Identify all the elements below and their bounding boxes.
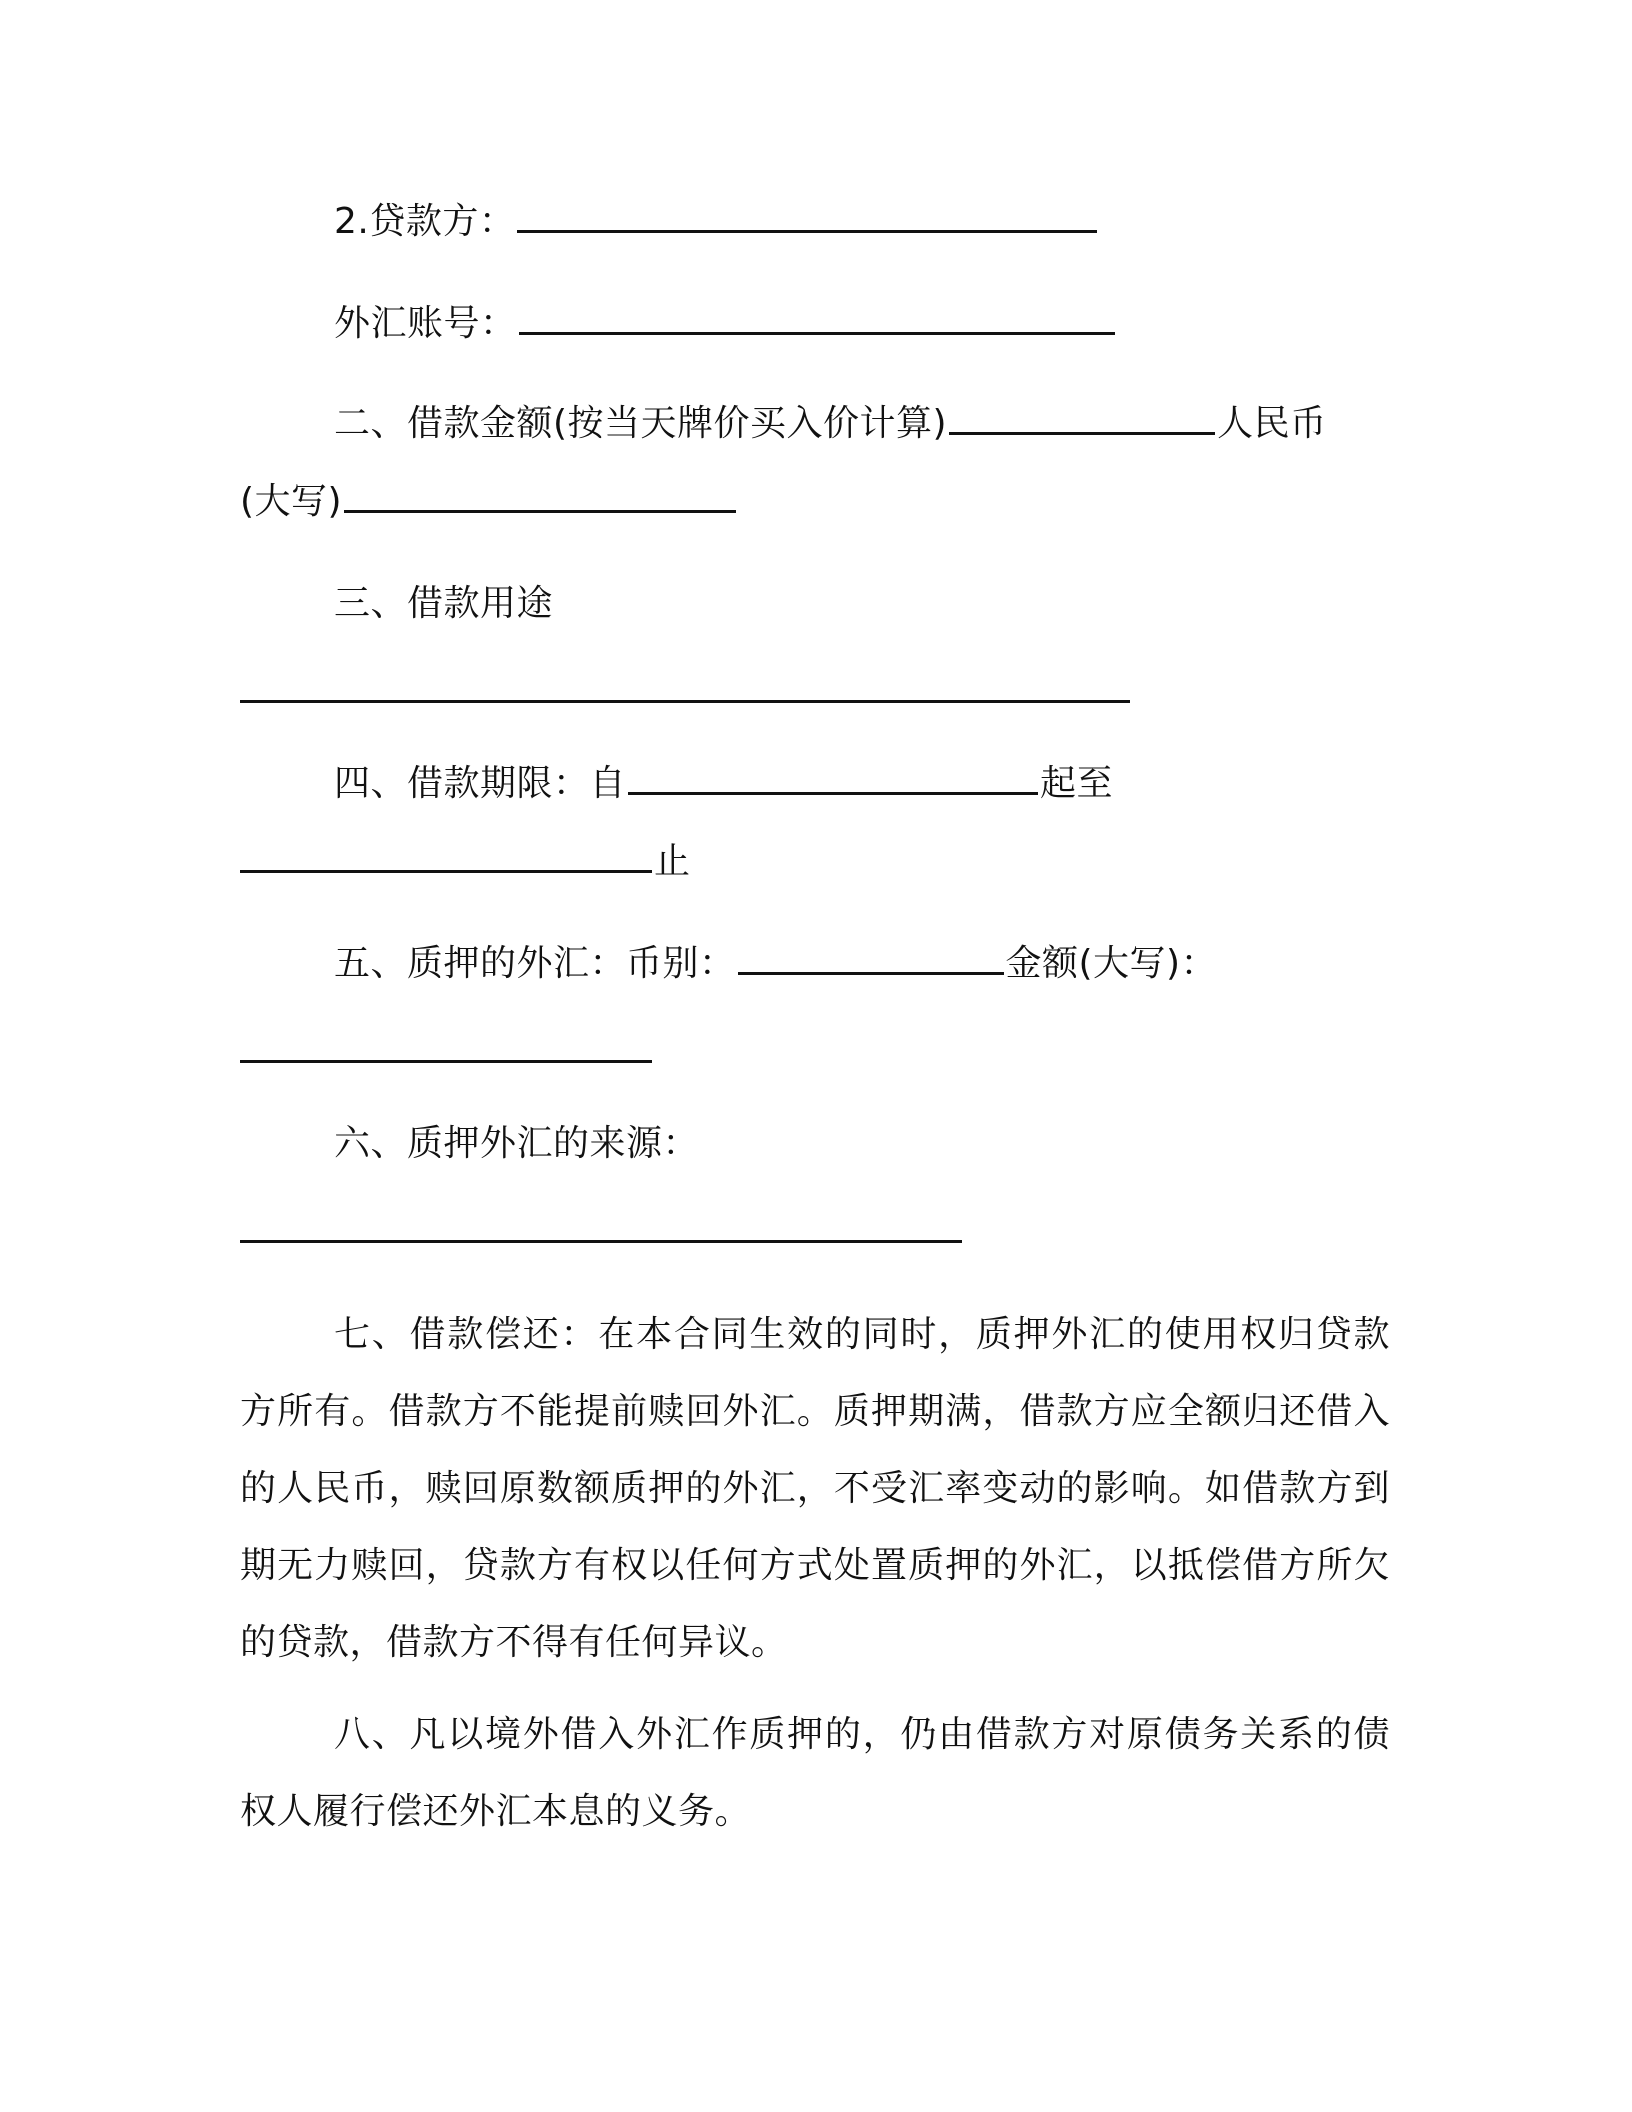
pledge-source-line: [240, 1210, 964, 1254]
loan-term-line: [334, 762, 1113, 806]
pledge-amount-blank[interactable]: [240, 1030, 652, 1063]
pledge-source-heading: [334, 1122, 699, 1166]
rmb-label: 人民币: [1217, 403, 1327, 444]
clause-repayment: 七、借款偿还：在本合同生效的同时，质押外汇的使用权归贷款方所有。借款方不能提前赎回外汇。质押期满，借款方应全额归还借入的人民币，赎回原数额质押的外汇，不受汇率变动的影响。如借款方到期无力赎回，贷款方有权以任何方式处置质押的外汇，以抵偿借方所欠的贷款，借款方不得有任何异议。: [240, 1314, 1390, 1663]
loan-purpose-blank[interactable]: [240, 670, 1130, 703]
pledge-amount-label: 金额(大写)：: [1005, 943, 1218, 984]
pledged-fx-line: [334, 942, 1217, 986]
loan-purpose-label: 三、借款用途: [334, 583, 554, 624]
loan-amount-blank[interactable]: [949, 402, 1215, 435]
term-end-blank[interactable]: [240, 840, 652, 873]
lender-blank[interactable]: [517, 200, 1097, 233]
loan-amount-label: 二、借款金额(按当天牌价买入价计算): [334, 403, 948, 444]
lender-label: 2.贷款方：: [334, 201, 516, 242]
term-start-blank[interactable]: [628, 762, 1038, 795]
currency-blank[interactable]: [738, 942, 1004, 975]
loan-purpose-line: [240, 670, 1132, 714]
loan-amount-line: [334, 402, 1327, 446]
pledge-source-blank[interactable]: [240, 1210, 962, 1243]
pledge-amount-line: [240, 1030, 654, 1074]
amount-capital-line: [240, 480, 738, 524]
term-end-label: 止: [654, 841, 691, 882]
pledge-source-label: 六、质押外汇的来源：: [334, 1123, 700, 1164]
fx-account-label: 外汇账号：: [334, 303, 517, 344]
amount-capital-blank[interactable]: [344, 480, 736, 513]
fx-account-line: [334, 302, 1117, 346]
fx-account-blank[interactable]: [519, 302, 1115, 335]
term-end-line: [240, 840, 691, 884]
pledged-fx-label: 五、质押的外汇：币别：: [334, 943, 736, 984]
lender-line: [334, 200, 1099, 244]
loan-term-label: 四、借款期限：自: [334, 763, 627, 804]
term-until-label: 起至: [1040, 763, 1114, 804]
loan-purpose-heading: [334, 582, 553, 626]
clause-overseas-fx: 八、凡以境外借入外汇作质押的，仍由借款方对原债务关系的债权人履行偿还外汇本息的义务。: [240, 1714, 1390, 1832]
amount-capital-label: (大写): [240, 481, 343, 522]
